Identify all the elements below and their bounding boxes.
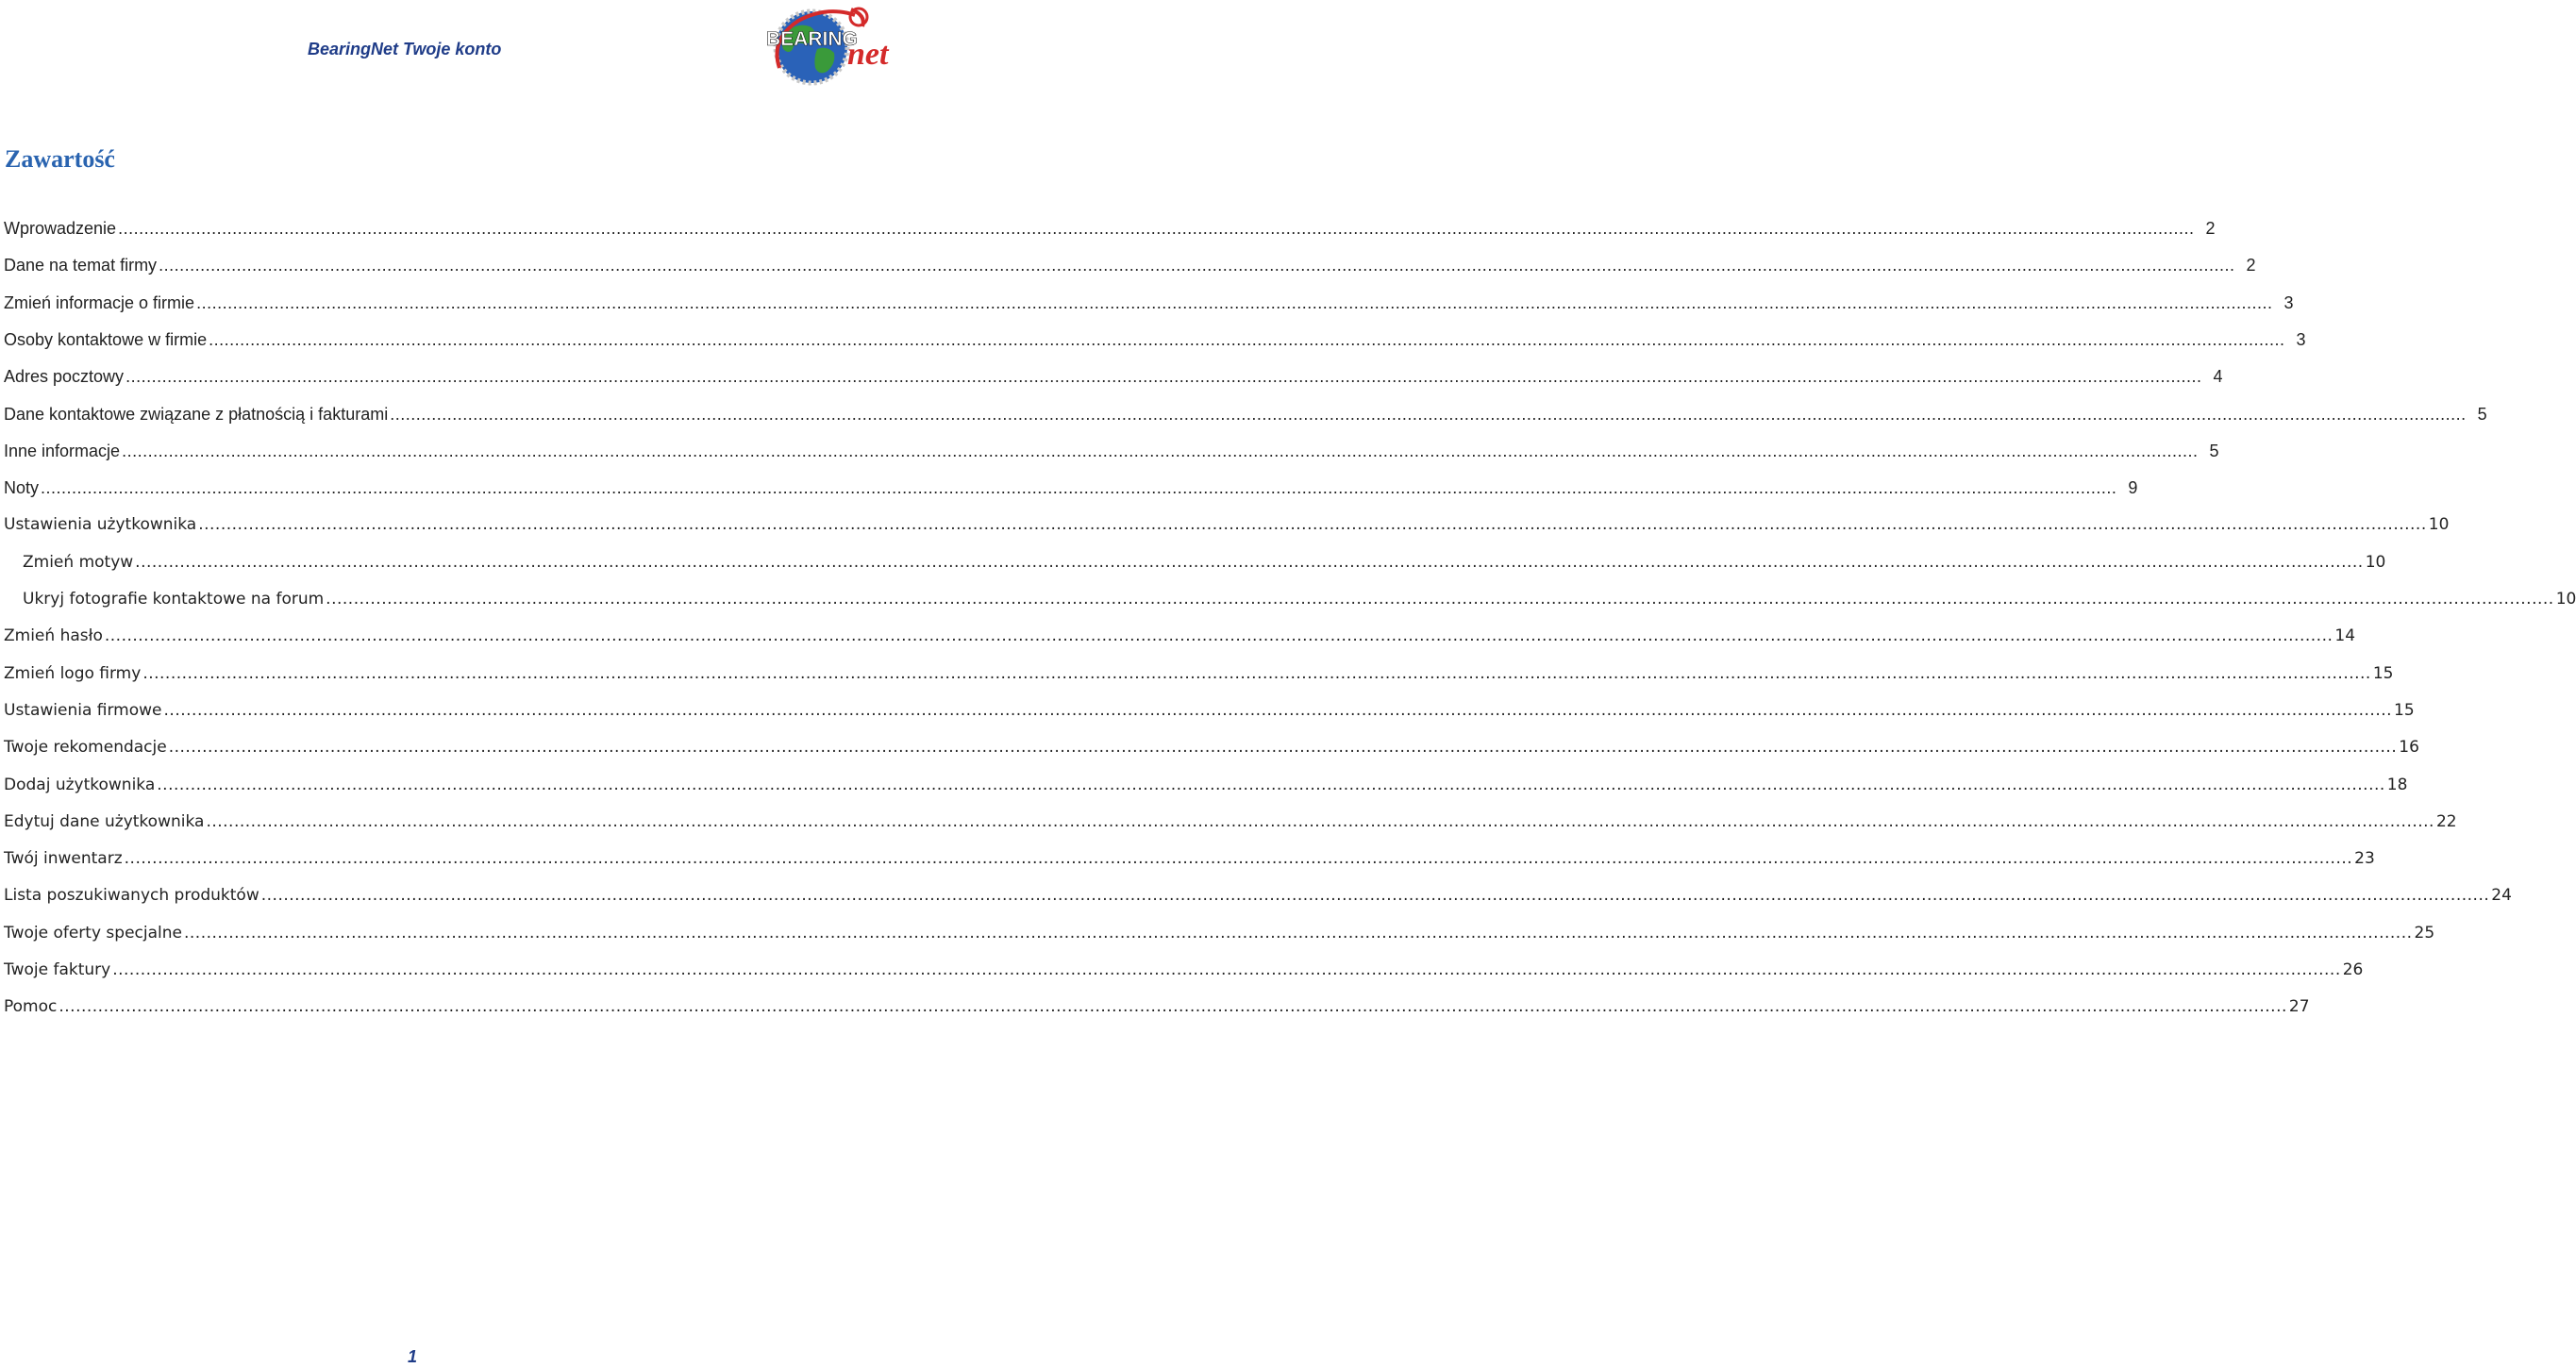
toc-entry-link[interactable] xyxy=(4,250,2256,280)
toc-entry-link[interactable] xyxy=(4,436,2219,466)
toc-row xyxy=(0,547,2386,577)
toc-entry-link[interactable] xyxy=(4,213,2216,243)
toc-leader-dots: ................................................................................................................................................................................................................................................................................................................................................................................................................ xyxy=(326,590,2554,609)
toc-entry-link[interactable] xyxy=(4,621,2356,651)
toc-row xyxy=(0,399,2487,429)
toc-entry-page: 22 xyxy=(2435,812,2457,831)
toc-entry-link[interactable] xyxy=(4,325,2306,355)
toc-leader-dots: ................................................................................................................................................................................................................................................................................................................................................................................................................ xyxy=(157,776,2385,794)
toc-leader-dots: ................................................................................................................................................................................................................................................................................................................................................................................................................ xyxy=(124,849,2353,868)
toc-heading: Zawartość xyxy=(5,145,115,173)
toc-row xyxy=(0,509,2450,540)
toc-leader-dots: ................................................................................................................................................................................................................................................................................................................................................................................................................ xyxy=(59,997,2287,1016)
toc-entry-label: Wprowadzenie xyxy=(4,219,117,238)
toc-row xyxy=(0,695,2415,726)
toc-entry-page: 15 xyxy=(2394,701,2415,720)
toc-entry-label: Osoby kontaktowe w firmie xyxy=(4,330,208,349)
toc-row xyxy=(0,621,2356,651)
toc-entry-page: 24 xyxy=(2491,886,2512,905)
toc-entry-label: Twój inwentarz xyxy=(4,849,123,868)
toc-row xyxy=(0,361,2223,392)
toc-entry-label: Zmień informacje o firmie xyxy=(4,293,195,312)
toc-row xyxy=(0,213,2216,243)
toc-entry-link[interactable] xyxy=(4,807,2457,837)
toc-entry-link[interactable] xyxy=(23,547,2386,577)
toc-leader-dots: ................................................................................................................................................................................................................................................................................................................................................................................................................ xyxy=(142,664,2371,683)
toc-entry-label: Zmień motyw xyxy=(23,553,134,572)
toc-leader-dots: ................................................................................................................................................................................................................................................................................................................................................................................................................ xyxy=(196,293,2273,312)
toc-leader-dots: ................................................................................................................................................................................................................................................................................................................................................................................................................ xyxy=(118,219,2195,238)
toc-entry-link[interactable] xyxy=(4,843,2375,874)
toc-entry-label: Ustawienia firmowe xyxy=(4,701,162,720)
toc-leader-dots: ................................................................................................................................................................................................................................................................................................................................................................................................................ xyxy=(260,886,2490,905)
toc-entry-label: Dodaj użytkownika xyxy=(4,776,156,794)
toc-leader-dots: ................................................................................................................................................................................................................................................................................................................................................................................................................ xyxy=(206,812,2434,831)
toc-entry-page: 10 xyxy=(2428,515,2450,534)
toc-leader-dots: ................................................................................................................................................................................................................................................................................................................................................................................................................ xyxy=(112,960,2341,979)
toc-entry-link[interactable] xyxy=(4,695,2415,726)
toc-entry-label: Twoje faktury xyxy=(4,960,111,979)
toc-entry-label: Inne informacje xyxy=(4,442,121,460)
toc-row xyxy=(0,807,2457,837)
toc-leader-dots: ................................................................................................................................................................................................................................................................................................................................................................................................................ xyxy=(135,553,2364,572)
toc-entry-link[interactable] xyxy=(4,880,2512,910)
header-title: BearingNet Twoje konto xyxy=(308,40,502,58)
toc-entry-page: 18 xyxy=(2386,776,2408,794)
toc-row xyxy=(0,288,2294,318)
toc-entry-link[interactable] xyxy=(4,509,2450,540)
toc-leader-dots: ................................................................................................................................................................................................................................................................................................................................................................................................................ xyxy=(183,924,2413,943)
toc-entry-link[interactable] xyxy=(4,732,2419,762)
toc-entry-label: Zmień hasło xyxy=(4,626,103,645)
toc-entry-label: Zmień logo firmy xyxy=(4,664,142,683)
logo-script: net xyxy=(847,37,889,72)
toc-leader-dots: ................................................................................................................................................................................................................................................................................................................................................................................................................ xyxy=(168,738,2398,757)
toc-entry-page: 15 xyxy=(2372,664,2394,683)
toc-entry-link[interactable] xyxy=(4,659,2394,689)
toc-leader-dots: ................................................................................................................................................................................................................................................................................................................................................................................................................ xyxy=(198,515,2427,534)
toc-entry-label: Edytuj dane użytkownika xyxy=(4,812,205,831)
toc-entry-link[interactable] xyxy=(23,584,2576,614)
toc-entry-label: Pomoc xyxy=(4,997,58,1016)
toc-row xyxy=(0,473,2138,503)
toc-entry-label: Twoje oferty specjalne xyxy=(4,924,182,943)
toc-entry-page: 3 xyxy=(2296,330,2306,349)
toc-entry-page: 2 xyxy=(2205,219,2216,238)
toc-entry-page: 16 xyxy=(2399,738,2419,757)
bearingnet-logo xyxy=(761,2,904,91)
toc-leader-dots: ................................................................................................................................................................................................................................................................................................................................................................................................................ xyxy=(390,405,2467,424)
logo-wordmark: BEARING xyxy=(766,28,858,50)
toc-row xyxy=(0,880,2512,910)
toc-row xyxy=(0,770,2408,800)
toc-entry-link[interactable] xyxy=(4,992,2310,1022)
toc-entry-page: 9 xyxy=(2128,478,2138,497)
toc-leader-dots: ................................................................................................................................................................................................................................................................................................................................................................................................................ xyxy=(159,256,2235,275)
toc-entry-page: 23 xyxy=(2354,849,2375,868)
toc-leader-dots: ................................................................................................................................................................................................................................................................................................................................................................................................................ xyxy=(104,626,2333,645)
toc-row xyxy=(0,436,2219,466)
toc-row xyxy=(0,659,2394,689)
toc-entry-link[interactable] xyxy=(4,288,2294,318)
toc-row xyxy=(0,250,2256,280)
toc-entry-label: Adres pocztowy xyxy=(4,367,125,386)
page-header xyxy=(0,0,906,94)
toc-entry-page: 26 xyxy=(2342,960,2364,979)
toc-entry-link[interactable] xyxy=(4,918,2435,948)
toc-leader-dots: ................................................................................................................................................................................................................................................................................................................................................................................................................ xyxy=(163,701,2393,720)
toc-entry-page: 5 xyxy=(2209,442,2219,460)
toc-entry-label: Lista poszukiwanych produktów xyxy=(4,886,259,905)
toc-entry-link[interactable] xyxy=(4,399,2487,429)
toc-leader-dots: ................................................................................................................................................................................................................................................................................................................................................................................................................ xyxy=(209,330,2285,349)
toc-row xyxy=(0,992,2310,1022)
toc-entry-link[interactable] xyxy=(4,955,2364,985)
toc-entry-label: Ukryj fotografie kontaktowe na forum xyxy=(23,590,325,609)
toc-row xyxy=(0,843,2375,874)
toc-leader-dots: ................................................................................................................................................................................................................................................................................................................................................................................................................ xyxy=(125,367,2202,386)
toc-entry-page: 14 xyxy=(2334,626,2356,645)
toc-entry-label: Dane na temat firmy xyxy=(4,256,158,275)
toc-entry-link[interactable] xyxy=(4,361,2223,392)
toc-leader-dots: ................................................................................................................................................................................................................................................................................................................................................................................................................ xyxy=(41,478,2117,497)
toc-entry-label: Twoje rekomendacje xyxy=(4,738,167,757)
toc-entry-link[interactable] xyxy=(4,770,2408,800)
toc-entry-label: Noty xyxy=(4,478,40,497)
toc-entry-page: 10 xyxy=(2555,590,2576,609)
toc-row xyxy=(0,325,2306,355)
logo-graphic xyxy=(761,2,904,91)
page-number: 1 xyxy=(408,1347,418,1366)
toc-row xyxy=(0,955,2364,985)
toc-entry-page: 25 xyxy=(2414,924,2435,943)
toc-entry-page: 27 xyxy=(2288,997,2310,1016)
toc-entry-link[interactable] xyxy=(4,473,2138,503)
toc-entry-label: Ustawienia użytkownika xyxy=(4,515,197,534)
toc-entry-page: 4 xyxy=(2213,367,2223,386)
toc-row xyxy=(0,584,2576,614)
toc-row xyxy=(0,918,2435,948)
toc-entry-page: 10 xyxy=(2365,553,2386,572)
toc-entry-page: 5 xyxy=(2477,405,2487,424)
toc-leader-dots: ................................................................................................................................................................................................................................................................................................................................................................................................................ xyxy=(122,442,2199,460)
toc-row xyxy=(0,732,2419,762)
toc-entry-label: Dane kontaktowe związane z płatnością i fakturami xyxy=(4,405,389,424)
toc-entry-page: 2 xyxy=(2246,256,2256,275)
toc-entry-page: 3 xyxy=(2283,293,2294,312)
